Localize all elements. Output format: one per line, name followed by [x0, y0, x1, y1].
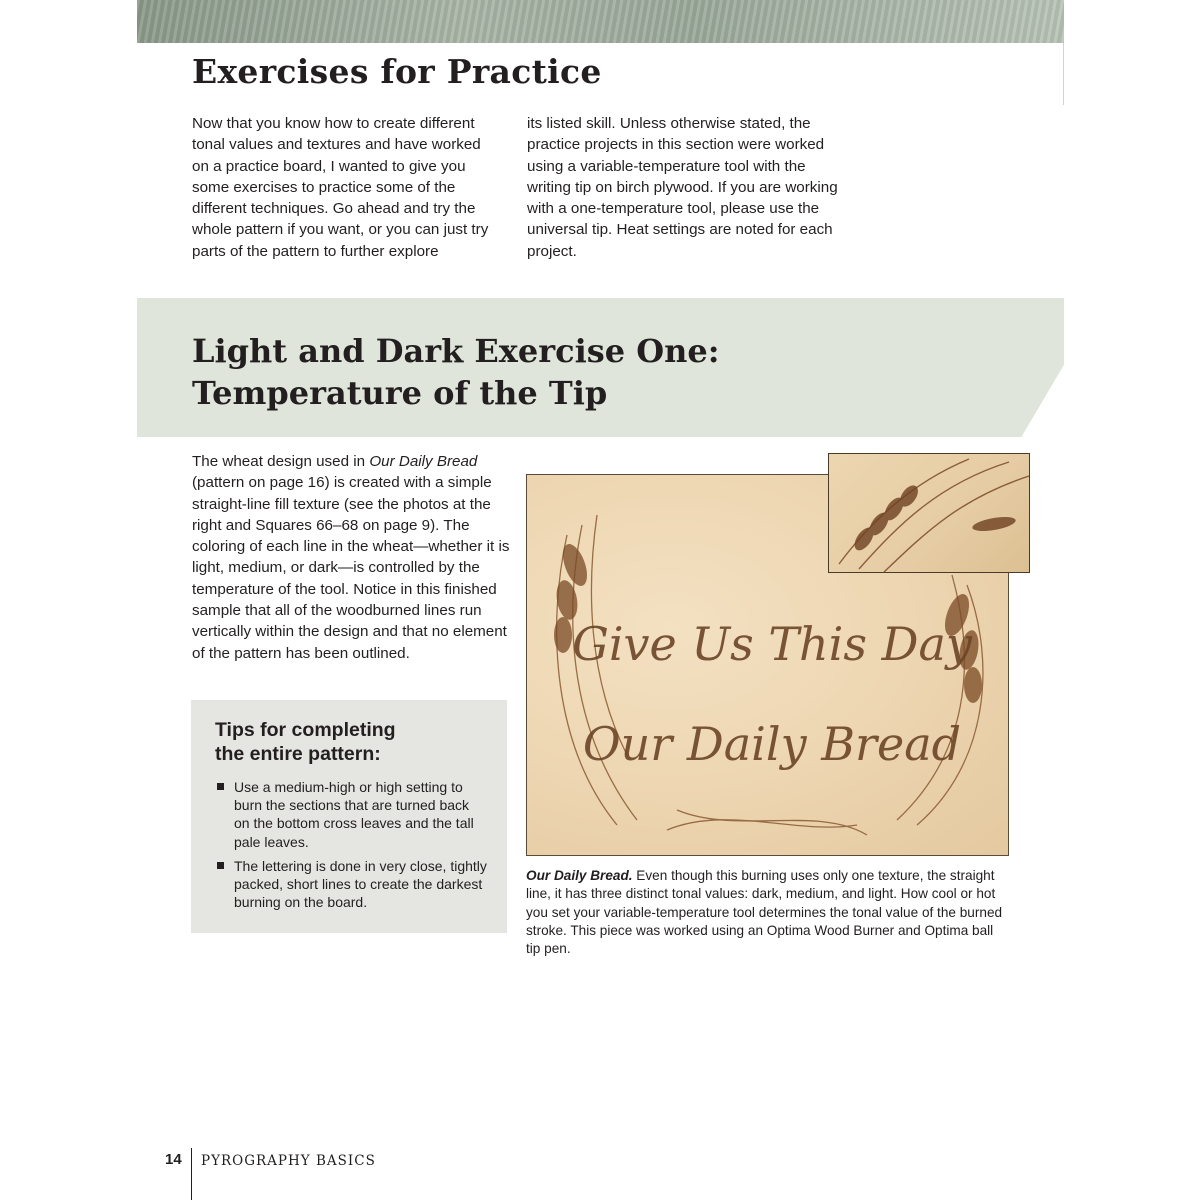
section-title-line-1: Light and Dark Exercise One: [192, 332, 720, 370]
photo-text-line-2: Our Daily Bread [582, 717, 962, 771]
margin-rule [1063, 43, 1064, 105]
detail-closeup-artwork [829, 454, 1030, 573]
running-head: PYROGRAPHY BASICS [201, 1153, 376, 1169]
body-paragraph [192, 451, 512, 664]
intro-column-right: its listed skill. Unless otherwise stated, the practice projects in this section were worked using a variable-temperature tool with the writing tip on birch plywood. If you are working with a one-temperature tool, please use the universal tip. Heat settings are noted for each project. [527, 115, 838, 260]
caption-title: Our Daily Bread. [526, 868, 633, 883]
tips-list-item [217, 778, 487, 851]
tips-title-line-2: the entire pattern: [215, 743, 381, 765]
tips-item-text: The lettering is done in very close, tightly packed, short lines to create the darkest burning on the board. [234, 857, 487, 911]
body-pattern-title: Our Daily Bread [369, 453, 478, 470]
footer-divider [191, 1148, 192, 1200]
section-title [192, 330, 720, 414]
header-texture-band [137, 0, 1064, 43]
photo-caption [526, 867, 1006, 958]
detail-closeup-photo [828, 453, 1030, 573]
tips-list-item [217, 857, 487, 912]
page-number: 14 [165, 1151, 182, 1168]
section-title-line-2: Temperature of the Tip [192, 374, 608, 412]
intro-column-left: Now that you know how to create different tonal values and textures and have worked on a practice board, I wanted to give you some exercises to practice some of the different techniques. Go ahead and try the whole pattern if you want, or you can just try parts of the pattern to further explore [192, 115, 489, 260]
body-text-1: The wheat design used in [192, 453, 370, 470]
square-bullet-icon [217, 862, 224, 869]
tips-title-line-1: Tips for completing [215, 719, 396, 741]
square-bullet-icon [217, 783, 224, 790]
tips-list [217, 778, 487, 917]
tips-item-text: Use a medium-high or high setting to burn the sections that are turned back on the bottom cross leaves and the tall pale leaves. [234, 779, 474, 850]
caption-text: Even though this burning uses only one texture, the straight line, it has three distinct tonal values: dark, medium, and light. How cool or hot you set your variable-temperature tool determines the tonal value of the burned stroke. This piece was worked using an Optima Wood Burner and Optima ball tip pen. [526, 868, 1003, 957]
tips-sidebar [191, 700, 507, 933]
page-title: Exercises for Practice [192, 52, 602, 91]
tips-title [215, 718, 396, 766]
photo-text-line-1: Give Us This Day [572, 617, 972, 671]
body-text-2: (pattern on page 16) is created with a simple straight-line fill texture (see the photos at the right and Squares 66–68 on page 9). The coloring of each line in the wheat—whether it is light, medium, or dark—is controlled by the temperature of the tool. Notice in this finished sample that all of the woodburned lines run vertically within the design and that no element of the pattern has been outlined. [192, 474, 510, 662]
